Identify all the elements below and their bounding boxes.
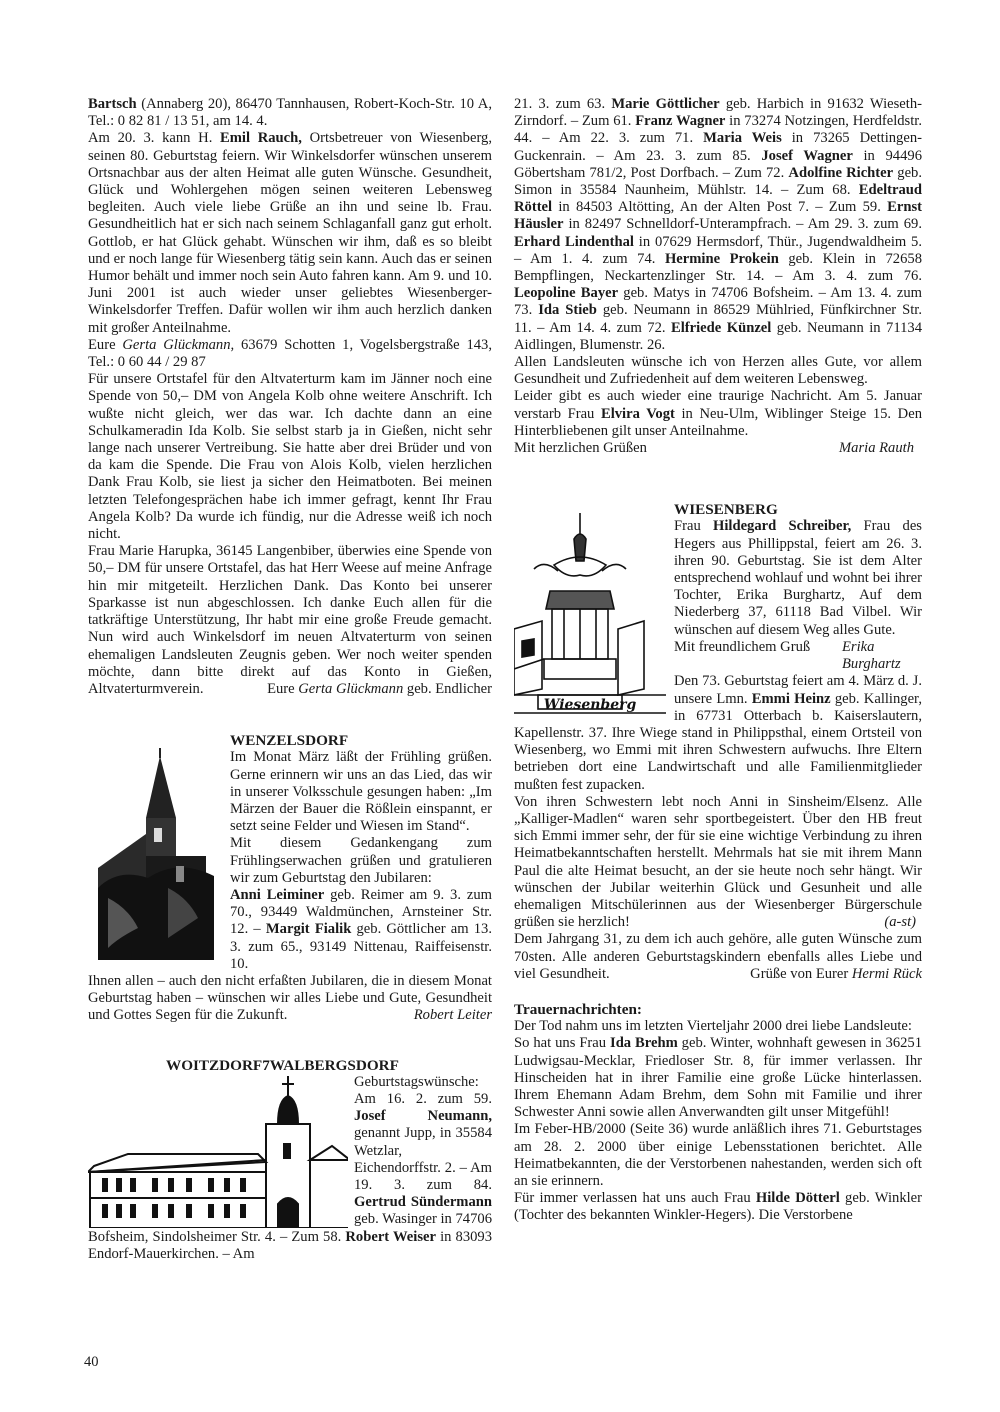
- heading-wenzelsdorf: WENZELSDORF: [230, 732, 349, 750]
- birthday-list-paragraph: 21. 3. zum 63. Marie Göttlicher geb. Harbich in 91632 Wieseth-Zirndorf. – Zum 61. Franz Wagner in 73274 Notzingen, Herdfeldstr. 44. – Am 22. 3. zum 71. Maria Weis in 73265 Dettingen-Guckenrain. – Am 23. 3. zum 85. Josef Wagner in 94496 Göbertsham 781/2, Post Dorfbach. – Zum 72. Adolfine Richter geb. Simon in 35584 Naunheim, Mühlstr. 14. – Zum 68. Edeltraud Röttel in 84503 Altötting, An der Alten Post 7. – Zum 59. Ernst Häusler in 82497 Schnelldorf-Unterampfrach. – Am 29. 3. zum 69. Erhard Lindenthal in 07629 Hermsdorf, Thür., Jugendwaldheim 5. – Am 1. 4. zum 74. Hermine Prokein geb. Klein in 72658 Bempflingen, Neckartenzlinger Str. 14. – Am 3. 4. zum 76. Leopoline Bayer geb. Matys in 74706 Bofsheim. – Am 13. 4. zum 73. Ida Stieb geb. Neumann in 86529 Mühlried, Fünfkirchner Str. 11. – Am 14. 4. zum 72. Elfriede Künzel geb. Neumann in 71134 Aidlingen, Blumenstr. 26.: [514, 96, 923, 353]
- signature-hermi-rueck: Grüße von Eurer Hermi Rück: [750, 965, 922, 982]
- wiesenberg-emmi: Den 73. Geburtstag feiert am 4. März d. J. unsere Lmn. Emmi Heinz geb. Kallinger, in 67731 Otterbach b. Kaiserslautern, Kapellenstr. 37. Ihre Wiege stand in Philippsthal, einem Ortsteil von Wiesenberg, wo Emmi mit ihren Schwestern aufwuchs. Ihre Eltern betrieben dort eine Landwirtschaft und alle Familienmitglieder mußten fest zupacken.: [514, 673, 922, 793]
- wiesenberg-jahrgang: Dem Jahrgang 31, zu dem ich auch gehöre, alle guten Wünsche zum 70sten. Alle anderen Geburtstagskindern ebenfalls alles Liebe und viel Gesundheit. Grüße von Eurer Hermi Rück: [514, 931, 922, 982]
- woitzdorf-jubilare: Am 16. 2. zum 59. Josef Neumann, genannt Jupp, in 35584 Wetzlar, Eichendorffstr. 2. – Am 19. 3. zum 84. Gertrud Sündermann geb. Wasinger in 74706 Bofsheim, Sindolsheimer Str. 4. – Zum 58. Robert Weiser in 83093 Endorf-Mauerkirchen. – Am: [88, 1090, 493, 1262]
- left-column: [88, 96, 492, 1263]
- name-emmi-heinz: Emmi Heinz: [751, 690, 831, 707]
- name-gertrud-suendermann: Gertrud Sündermann: [354, 1194, 492, 1211]
- wiesenberg-label: Wiesenberg: [543, 697, 637, 714]
- trauer-hilde: Für immer verlassen hat uns auch Frau Hilde Dötterl geb. Winkler (Tochter des bekannten Winkler-Hegers). Die Verstorbene: [514, 1190, 923, 1224]
- trauer-feber: Im Feber-HB/2000 (Seite 36) wurde anläßlich ihres 71. Geburtstages am 28. 2. 2000 über einige Lebensstationen berichtet. Alle Heimatbekannten, die der Verstorbenen nahestanden, werden sich oft an sie erinnern.: [514, 1121, 922, 1189]
- name-elvira-vogt: Elvira Vogt: [600, 405, 675, 422]
- heading-wiesenberg: WIESENBERG: [674, 501, 778, 519]
- name-adolfine-richter: Adolfine Richter: [788, 164, 894, 181]
- name-franz-wagner: Franz Wagner: [635, 113, 726, 130]
- bartsch-paragraph: Bartsch (Annaberg 20), 86470 Tannhausen, Robert-Koch-Str. 10 A, Tel.: 0 82 81 / 13 51, am 14. 4.: [88, 96, 492, 130]
- spende-paragraph: Für unsere Ortstafel für den Altvaterturm kam im Jänner noch eine Spende von 50,– DM von Angela Kolb ohne weitere Anschrift. Ich wußte nicht gleich, wer das war. Ich dachte dann an eine Schulkameradin Ida Kolb. Sie selbst starb ja in Gießen, nicht sehr lange nach unserer Vertreibung. Sie hatte aber drei Brüder und von da kam die Spende. Die Frau von Alois Kolb, vielen herzlichen Dank Frau Kolb, sie liest ja sicher den Heimatboten. Bei meinen letzten Telefongesprächen habe ich immer gefragt, kennt Ihr Frau Angela Kolb? Da wurde ich fündig, nur die Adresse weiß ich noch nicht.: [88, 371, 492, 543]
- name-hermine-prokein: Hermine Prokein: [664, 250, 779, 267]
- section-trauer: [514, 1001, 922, 1225]
- name-erhard-lindenthal: Erhard Lindenthal: [514, 233, 634, 250]
- monument-icon: [514, 509, 666, 719]
- name-edeltraud-roettel: Edeltraud Röttel: [514, 182, 922, 216]
- signature-a-st: (a-st): [884, 914, 916, 931]
- village-church-icon: [88, 1074, 348, 1228]
- signature-robert-leiter: Robert Leiter: [413, 1007, 492, 1024]
- name-marie-goettlicher: Marie Göttlicher: [611, 96, 720, 112]
- village-church-illustration: [88, 1074, 350, 1228]
- wiesenberg-illustration: [514, 509, 670, 719]
- heading-trauer: Trauernachrichten:: [514, 1000, 642, 1018]
- name-elfriede-kuenzel: Elfriede Künzel: [671, 319, 772, 336]
- church-illustration: [88, 748, 222, 960]
- church-tower-icon: [88, 748, 218, 960]
- signature-erika-burghartz: Erika Burghartz: [842, 638, 901, 673]
- name-anni-leiminer: Anni Leiminer: [230, 886, 325, 903]
- wenzelsdorf-text: Im Monat März läßt der Frühling grüßen. Gerne erinnern wir uns an das Lied, das wir in unserer Volksschule gesungen haben: „Im Märzen der Bauer die Rößlein einspannt, er setzt seine Felder und Wiesen im Stand“.: [230, 749, 492, 835]
- section-woitzdorf: [88, 1057, 492, 1263]
- name-hilde-doetterl: Hilde Dötterl: [755, 1190, 840, 1207]
- name-josef-wagner: Josef Wagner: [761, 147, 853, 164]
- wiesenberg-sisters: Von ihren Schwestern lebt noch Anni in Sinsheim/Elsenz. Alle „Kalliger-Madlen“ waren sehr sportbegeistert. Über den HB freut sich Emmi immer sehr, der für sie eine wichtige Verbindung zu ihren Heimatbekanntschaften herstellt. Mehrmals hat sie mit ihrem Mann Paul die alte Heimat besucht, an der sie heute noch sehr hängt. Wir wünschen der Jubilar weiterhin Glück und Gesunheit und alle ehemaligen Mitschülerinnen aus der Wiesenberger Bürgerschule grüßen sie herzlich! (a-st): [514, 793, 922, 931]
- name-ida-brehm: Ida Brehm: [610, 1035, 678, 1052]
- wishes-paragraph: Allen Landsleuten wünsche ich von Herzen alles Gute, vor allem Gesundheit und Zufriedenheit auf dem weiteren Lebensweg.: [514, 354, 922, 388]
- name-robert-weiser: Robert Weiser: [345, 1228, 436, 1245]
- wenzelsdorf-text2: Mit diesem Gedankengang zum Frühlingserwachen grüßen und gratulieren wir zum Geburtstag den Jubilaren:: [230, 835, 492, 886]
- trauer-intro: Der Tod nahm uns im letzten Vierteljahr 2000 drei liebe Landsleute:: [514, 1018, 912, 1035]
- right-column: [514, 96, 922, 1225]
- harupka-signature: Eure Gerta Glückmann geb. Endlicher: [267, 680, 492, 697]
- name-leopoline-bayer: Leopoline Bayer: [514, 285, 619, 302]
- signature-maria-rauth: Maria Rauth: [839, 440, 914, 457]
- name-margit-fialik: Margit Fialik: [265, 921, 352, 938]
- emil-paragraph: Am 20. 3. kann H. Emil Rauch, Ortsbetreuer von Wiesenberg, seinen 80. Geburtstag feiern. Wir Winkelsdorfer wünschen unserem Ortsnachbar aus der alten Heimat alle guten Wünsche. Gesundheit, Glück und Wohlergehen mögen seinen weiteren Lebensweg begleiten. Auch viele liebe Grüße an ihn und seine lb. Frau. Gesundheitlich hat er sich nach seinem Schlaganfall ganz gut erholt. Gottlob, er hat Glück gehabt. Wünschen wir ihm, daß es so bleibt und er noch lange für Wiesenberg tätig sein kann. Auch das er seinen Humor behält und immer noch sein Auto fahren kann. Am 9. und 10. Juni 2001 ist auch wieder unser geliebtes Wiesenberger-Winkelsdorfer Treffen. Dafür wollen wir ihm auch herzlich danken mit großer Anteilnahme.: [88, 130, 492, 336]
- woitzdorf-wishes: Geburtstagswünsche:: [354, 1073, 479, 1090]
- harupka-paragraph: Frau Marie Harupka, 36145 Langenbiber, überwies eine Spende von 50,– DM für unsere Ortstafel, das hat Herr Weese auf meine Anfrage hin mir mitgeteilt. Herzlichen Dank. Das Konto bei unserer Sparkasse ist nun abgeschlossen. Ich danke Euch allen für die tatkräftige Unterstützung, Ihr habt mir eine große Freude gemacht. Nun wird auch Winkelsdorf im neuen Altvaterturm von seinen ehemaligen Landsleuten Zeugnis geben. Wer noch weiter spenden möchte, dann bitte direkt auf das Konto in Gießen, Altvaterturmverein. Eure Gerta Glückmann geb. Endlicher: [88, 543, 492, 697]
- sad-news-paragraph: Leider gibt es auch wieder eine traurige Nachricht. Am 5. Januar verstarb Frau Elvira Vogt in Neu-Ulm, Wiblinger Steige 15. Den Hinterbliebenen gilt unser Anteilnahme.: [514, 388, 922, 439]
- name-maria-weis: Maria Weis: [703, 130, 782, 147]
- page-number: 40: [84, 1354, 99, 1370]
- heading-woitzdorf: WOITZDORF7WALBERGSDORF: [166, 1056, 399, 1074]
- wiesenberg-hildegard: Frau Hildegard Schreiber, Frau des Hegers aus Phillippstal, feiert am 26. 3. ihren 90. Geburtstag. Sie ist dem Alter entsprechend wohlauf und wohnt bei ihrer Tochter, Erika Burghartz, Auf dem Niederberg 37, 61118 Bad Vilbel. Wir wünschen auf diesem Weg alles Gute.: [674, 518, 922, 638]
- wiesenberg-greeting: Mit freundlichem Gruß Erika Burghartz: [674, 639, 922, 673]
- name-ida-stieb: Ida Stieb: [538, 302, 597, 319]
- trauer-ida-brehm: So hat uns Frau Ida Brehm geb. Winter, wohnhaft gewesen in 36251 Ludwigsau-Mecklar, Friedloser Str. 8, für immer verlassen. Ihr Hinscheiden hat in ihrer Familie eine große Lücke hinterlassen. Ihrem Ehemann Adam Brehm, dem Sohn mit Familie und ihrer Schwester Anni sowie allen Anverwandten gilt unser Mitgefühl!: [514, 1035, 923, 1121]
- name-hildegard-schreiber: Hildegard Schreiber,: [713, 518, 852, 535]
- gerta-signature-paragraph: Eure Gerta Glückmann, 63679 Schotten 1, Vogelsbergstraße 143, Tel.: 0 60 44 / 29 87: [88, 336, 493, 371]
- name-ernst-haeusler: Ernst Häusler: [514, 199, 922, 233]
- section-wiesenberg: [514, 501, 922, 983]
- name-josef-neumann: Josef Neumann,: [354, 1108, 492, 1125]
- name-bartsch: Bartsch: [88, 96, 137, 112]
- greeting-line: Mit herzlichen Grüßen Maria Rauth: [514, 440, 922, 457]
- signature-gerta: Gerta Glückmann,: [122, 336, 235, 353]
- wenzelsdorf-closing: Ihnen allen – auch den nicht erfaßten Jubilaren, die in diesem Monat Geburtstag haben – wünschen wir alles Liebe und Gute, Gesundheit und Gottes Segen für die Zukunft. Robert Leiter: [88, 972, 492, 1024]
- name-emil-rauch: Emil Rauch,: [220, 130, 302, 147]
- section-wenzelsdorf: [88, 732, 492, 1024]
- wenzelsdorf-jubilare: Anni Leiminer geb. Reimer am 9. 3. zum 70., 93449 Waldmünchen, Arnsteiner Str. 12. – Margit Fialik geb. Göttlicher am 13. 3. zum 65., 93149 Nittenau, Raiffeisenstr. 10.: [230, 886, 492, 972]
